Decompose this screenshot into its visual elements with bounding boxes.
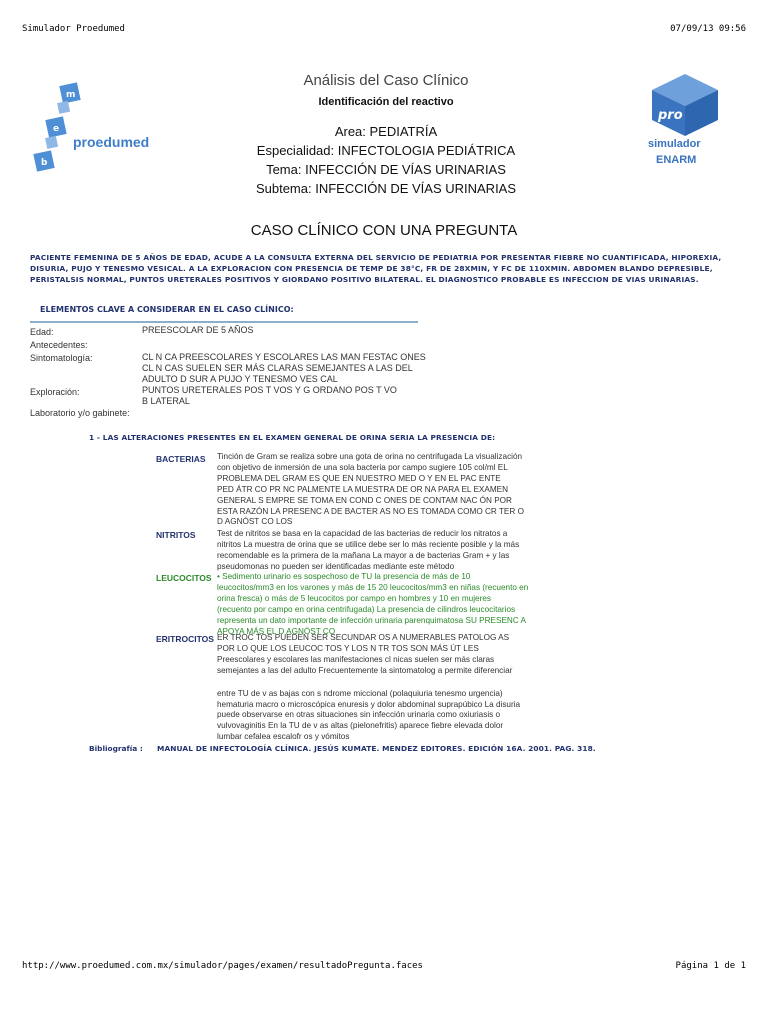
explanation-line: ER TROC TOS PUEDEN SER SECUNDAR OS A NUMERABLES PATOLOG AS — [217, 633, 510, 642]
label-laboratorio: Laboratorio y/o gabinete: — [30, 408, 130, 418]
value-line: CL N CAS SUELEN SER MÁS CLARAS SEMEJANTES A LAS DEL — [142, 363, 413, 373]
option-label-eritrocitos: ERITROCITOS — [156, 634, 214, 644]
bibliography-label: Bibliografía : — [89, 744, 143, 753]
area-line: Area: PEDIATRÍA — [334, 124, 438, 139]
bibliography-text: MANUAL DE INFECTOLOGÍA CLÍNICA. JESÚS KUMATE. MENDEZ EDITORES. EDICIÓN 16A. 2001. PAG. 318. — [157, 744, 596, 753]
explanation-line: Tinción de Gram se realiza sobre una gota de orina no centrifugada La visualización — [217, 452, 523, 461]
option-explanation-eritrocitos — [217, 633, 547, 743]
explanation-line: representa un dato importante de infección urinaria parenquimatosa SU PRESENC A — [217, 615, 527, 625]
value-line: PREESCOLAR DE 5 AÑOS — [142, 325, 254, 335]
print-page-number: Página 1 de 1 — [675, 961, 746, 971]
option-label-leucocitos-correct: LEUCOCITOS — [156, 573, 212, 583]
explanation-line: Test de nitritos se basa en la capacidad de las bacterias de reducir los nitratos a — [217, 529, 508, 538]
page-subtitle: Identificación del reactivo — [318, 96, 454, 108]
explanation-line: (recuento por campo en orina centrifugada) La presencia de cilindros leucocitarios — [217, 604, 516, 614]
case-intro-line: DISURIA, PUJO Y TENESMO VESICAL. A LA EXPLORACION CON PRESENCIA DE TEMP DE 38°C, FR DE 28XMIN, Y FC DE 110XMIN. ABDOMEN BLANDO DEPRESIBLE, — [30, 264, 713, 273]
explanation-line: hematuria macro o microscópica enuresis y dolor abdominal suprapúbico La disuria — [217, 699, 521, 709]
value-line: B LATERAL — [142, 396, 190, 406]
option-explanation-nitritos — [217, 529, 547, 573]
explanation-line: leucocitos/mm3 en los varones y más de 15 20 leucocitos/mm3 en niñas (recuento en — [217, 582, 529, 592]
option-explanation-leucocitos — [217, 572, 547, 637]
cube-letter-e: e — [53, 124, 60, 134]
explanation-spacer — [217, 677, 547, 689]
logo-simulador-text: simulador — [648, 138, 701, 150]
proedumed-logo — [28, 82, 168, 178]
pro-cube-icon — [640, 72, 730, 138]
explanation-line: PED ÁTR CO PR NC PALMENTE LA MUESTRA DE OR NA PARA EL EXAMEN — [217, 484, 509, 494]
print-page-title: Simulador Proedumed — [22, 24, 125, 34]
label-exploracion: Exploración: — [30, 387, 80, 397]
simulador-enarm-logo — [640, 72, 730, 172]
explanation-line: recomendable es la primera de la mañana La mayor a de bacterias Gram + y las — [217, 550, 510, 560]
value-line: CL N CA PREESCOLARES Y ESCOLARES LAS MAN FESTAC ONES — [142, 352, 426, 362]
value-sintomatologia — [142, 352, 432, 385]
explanation-line: • Sedimento urinario es sospechoso de TU la presencia de más de 10 — [217, 572, 471, 581]
question-text: 1 - LAS ALTERACIONES PRESENTES EN EL EXAMEN GENERAL DE ORINA SERIA LA PRESENCIA DE: — [89, 433, 496, 442]
subtema-line: Subtema: INFECCIÓN DE VÍAS URINARIAS — [255, 181, 517, 196]
explanation-line: vulvovaginitis En la TU de v as altas (pielonefritis) aparece fiebre elevada dolor — [217, 721, 504, 731]
cube-letter-b: b — [41, 158, 48, 168]
explanation-line: ESTA RAZÓN LA PRESENC A DE BACTER AS NO ES TOMADA COMO CR TER O — [217, 506, 524, 516]
label-edad: Edad: — [30, 327, 54, 337]
explanation-line: puede observarse en otras situaciones sin infección urinaria como oxiuriasis o — [217, 710, 501, 720]
explanation-line: semejantes a las del adulto Frecuentemente la sintomatolog a permite diferenciar — [217, 665, 513, 675]
proedumed-cubes-icon — [28, 82, 168, 178]
page-title: Análisis del Caso Clínico — [303, 72, 469, 89]
explanation-line: Preescolares y escolares las manifestaciones cl nicas suelen ser más claras — [217, 654, 495, 664]
explanation-line: POR LO QUE LOS LEUCOC TOS Y LOS N TR TOS SON MÁS ÚT LES — [217, 643, 479, 653]
cube-text-pro: pro — [658, 108, 683, 123]
label-antecedentes: Antecedentes: — [30, 340, 88, 350]
explanation-line: lumbar cefalea escalofr os y vómitos — [217, 732, 350, 742]
value-line: ADULTO D SUR A PUJO Y TENESMO VES CAL — [142, 374, 338, 384]
key-elements-divider — [30, 321, 418, 323]
value-edad — [142, 325, 432, 336]
case-intro — [30, 252, 735, 285]
case-intro-line: PERISTALSIS NORMAL, PUNTOS URETERALES POSITIVOS Y GIORDANO POSITIVO BILATERAL. EL DIAGNOSTICO PROBABLE ES INFECCION DE VIAS URINARIAS. — [30, 275, 699, 284]
option-label-bacterias: BACTERIAS — [156, 454, 206, 464]
value-line: PUNTOS URETERALES POS T VOS Y G ORDANO POS T VO — [142, 385, 397, 395]
explanation-line: PROBLEMA DEL GRAM ES QUE EN NUESTRO MED O Y EN EL PAC ENTE — [217, 473, 501, 483]
print-url: http://www.proedumed.com.mx/simulador/pages/examen/resultadoPregunta.faces — [22, 961, 423, 971]
case-intro-line: PACIENTE FEMENINA DE 5 AÑOS DE EDAD, ACUDE A LA CONSULTA EXTERNA DEL SERVICIO DE PEDIATRIA POR PRESENTAR FIEBRE NO CUANTIFICADA, HIPOREXIA, — [30, 253, 722, 262]
explanation-line: con objetivo de inmersión de una sola bacteria por campo sugiere 105 col/ml EL — [217, 462, 508, 472]
especialidad-line: Especialidad: INFECTOLOGIA PEDIÁTRICA — [256, 143, 516, 158]
value-exploracion — [142, 385, 432, 407]
case-heading: CASO CLÍNICO CON UNA PREGUNTA — [250, 222, 518, 239]
explanation-line: D AGNÓST CO LOS — [217, 517, 293, 527]
tema-line: Tema: INFECCIÓN DE VÍAS URINARIAS — [266, 162, 506, 177]
option-label-nitritos: NITRITOS — [156, 530, 196, 540]
logo-enarm-text: ENARM — [656, 154, 697, 166]
proedumed-logo-text: proedumed — [73, 134, 150, 150]
explanation-line: APOYA MÁS EL D AGNÓST CO — [217, 626, 336, 636]
cube-letter-m: m — [66, 90, 76, 100]
explanation-line: GENERAL S EMPRE SE TOMA EN COND C ONES DE CONTAM NAC ÓN POR — [217, 495, 512, 505]
explanation-line: pseudomonas no pueden ser identificadas mediante este método — [217, 561, 455, 571]
option-explanation-bacterias — [217, 452, 547, 528]
print-timestamp: 07/09/13 09:56 — [670, 24, 746, 34]
explanation-line: entre TU de v as bajas con s ndrome miccional (polaquiuria tenesmo urgencia) — [217, 688, 503, 698]
key-elements-heading: ELEMENTOS CLAVE A CONSIDERAR EN EL CASO CLÍNICO: — [40, 305, 294, 314]
explanation-line: orina fresca) o más de 5 leucocitos por campo en hombres y 10 en mujeres — [217, 593, 491, 603]
label-sintomatologia: Sintomatología: — [30, 353, 93, 363]
explanation-line: nitritos La muestra de orina que se utilice debe ser lo más reciente posible y la más — [217, 539, 520, 549]
